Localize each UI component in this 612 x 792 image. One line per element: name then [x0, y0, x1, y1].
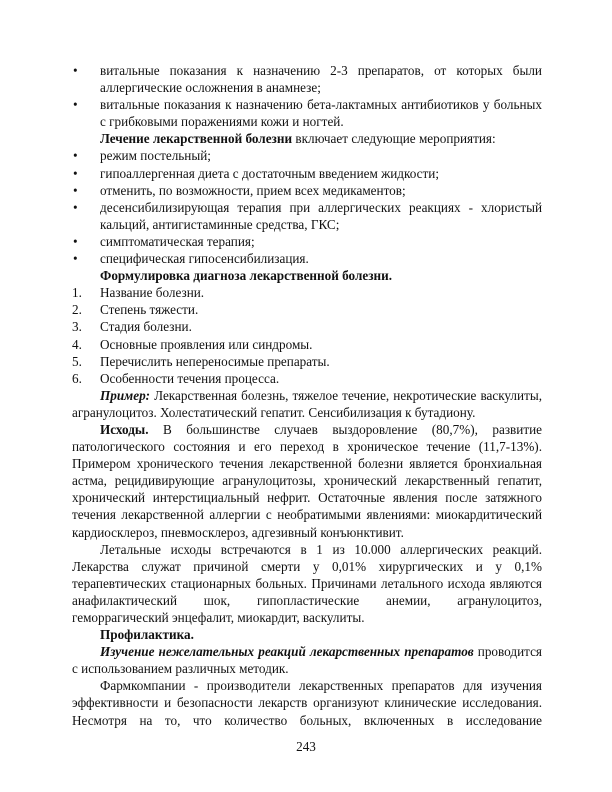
list-item: 1. Название болезни. [72, 285, 205, 301]
pharma-paragraph: Фармкомпании - производители лекарственных препаратов для изучения эффективности и безопасности лекарств организуют клинические исследования. Несмотря на то, что количество больных, включенных в исследование [72, 678, 542, 728]
bullet-marker: • [73, 182, 78, 198]
bullet-list-indications [72, 62, 542, 130]
treatment-intro: Лечение лекарственной болезни включает следующие мероприятия: [100, 131, 496, 147]
bullet-marker: • [73, 63, 78, 78]
lethal-outcomes-paragraph: Летальные исходы встречаются в 1 из 10.000 аллергических реакций. Лекарства служат причиной смерти у 0,01% хирургических и у 0,1% терапевтических стационарных больных. Причинами летального исхода являются анафилактический шок, гипопластические анемии, агранулоцитоз, геморрагический энцефалит, миокардит, васкулиты. [72, 541, 542, 625]
bullet-marker: • [73, 148, 78, 164]
list-item: • симптоматическая терапия; [73, 233, 255, 249]
numbered-list-diagnosis [72, 284, 542, 387]
list-item: 6. Особенности течения процесса. [72, 370, 280, 386]
bullet-marker: • [73, 165, 78, 181]
page-number: 243 [296, 739, 316, 754]
list-item: • отменить, по возможности, прием всех медикаментов; [73, 182, 406, 198]
list-item: • десенсибилизирующая терапия при аллергических реакциях - хлористый кальций, антигистаминные средства, ГКС; [73, 199, 542, 232]
list-item: 5. Перечислить непереносимые препараты. [72, 353, 330, 369]
bullet-marker: • [73, 97, 78, 113]
adverse-reactions-paragraph: Изучение нежелательных реакций лекарственных препаратов проводится с использованием различных методик. [72, 644, 542, 677]
list-item: 2. Степень тяжести. [72, 302, 199, 318]
outcomes-paragraph: Исходы. В большинстве случаев выздоровление (80,7%), развитие патологического состояния и его переход в хроническое течение (11,7-13%). Примером хронического течения лекарственной болезни является бронхиальная астма, рецидивирующие агранулоцитозы, хронический лекарственный гепатит, хронический интерстициальный нефрит. Остаточные явления после затяжного течения лекарственной аллергии с необратимыми явлениями: миокардитический кардиосклероз, пневмосклероз, адгезивный конъюнктивит. [72, 421, 542, 540]
diagnosis-heading: Формулировка диагноза лекарственной болезни. [100, 268, 392, 284]
list-item: • витальные показания к назначению 2-3 препаратов, от которых были аллергические осложнения в анамнезе; [73, 63, 542, 96]
bullet-marker: • [73, 199, 78, 215]
bullet-marker: • [73, 233, 78, 249]
list-item: • режим постельный; [73, 148, 211, 164]
list-item: • специфическая гипосенсибилизация. [73, 251, 309, 267]
list-item: • гипоаллергенная диета с достаточным введением жидкости; [73, 165, 440, 181]
example-paragraph: Пример: Лекарственная болезнь, тяжелое течение, некротические васкулиты, агранулоцитоз. Холестатический гепатит. Сенсибилизация к бутадиону. [72, 387, 542, 420]
bullet-list-treatment [72, 147, 542, 267]
bullet-marker: • [73, 251, 78, 267]
prophylaxis-heading: Профилактика. [100, 627, 194, 643]
list-item: 4. Основные проявления или синдромы. [72, 336, 313, 352]
list-item: 3. Стадия болезни. [72, 319, 192, 335]
list-item: • витальные показания к назначению бета-лактамных антибиотиков у больных с грибковыми поражениями кожи и ногтей. [73, 97, 542, 130]
